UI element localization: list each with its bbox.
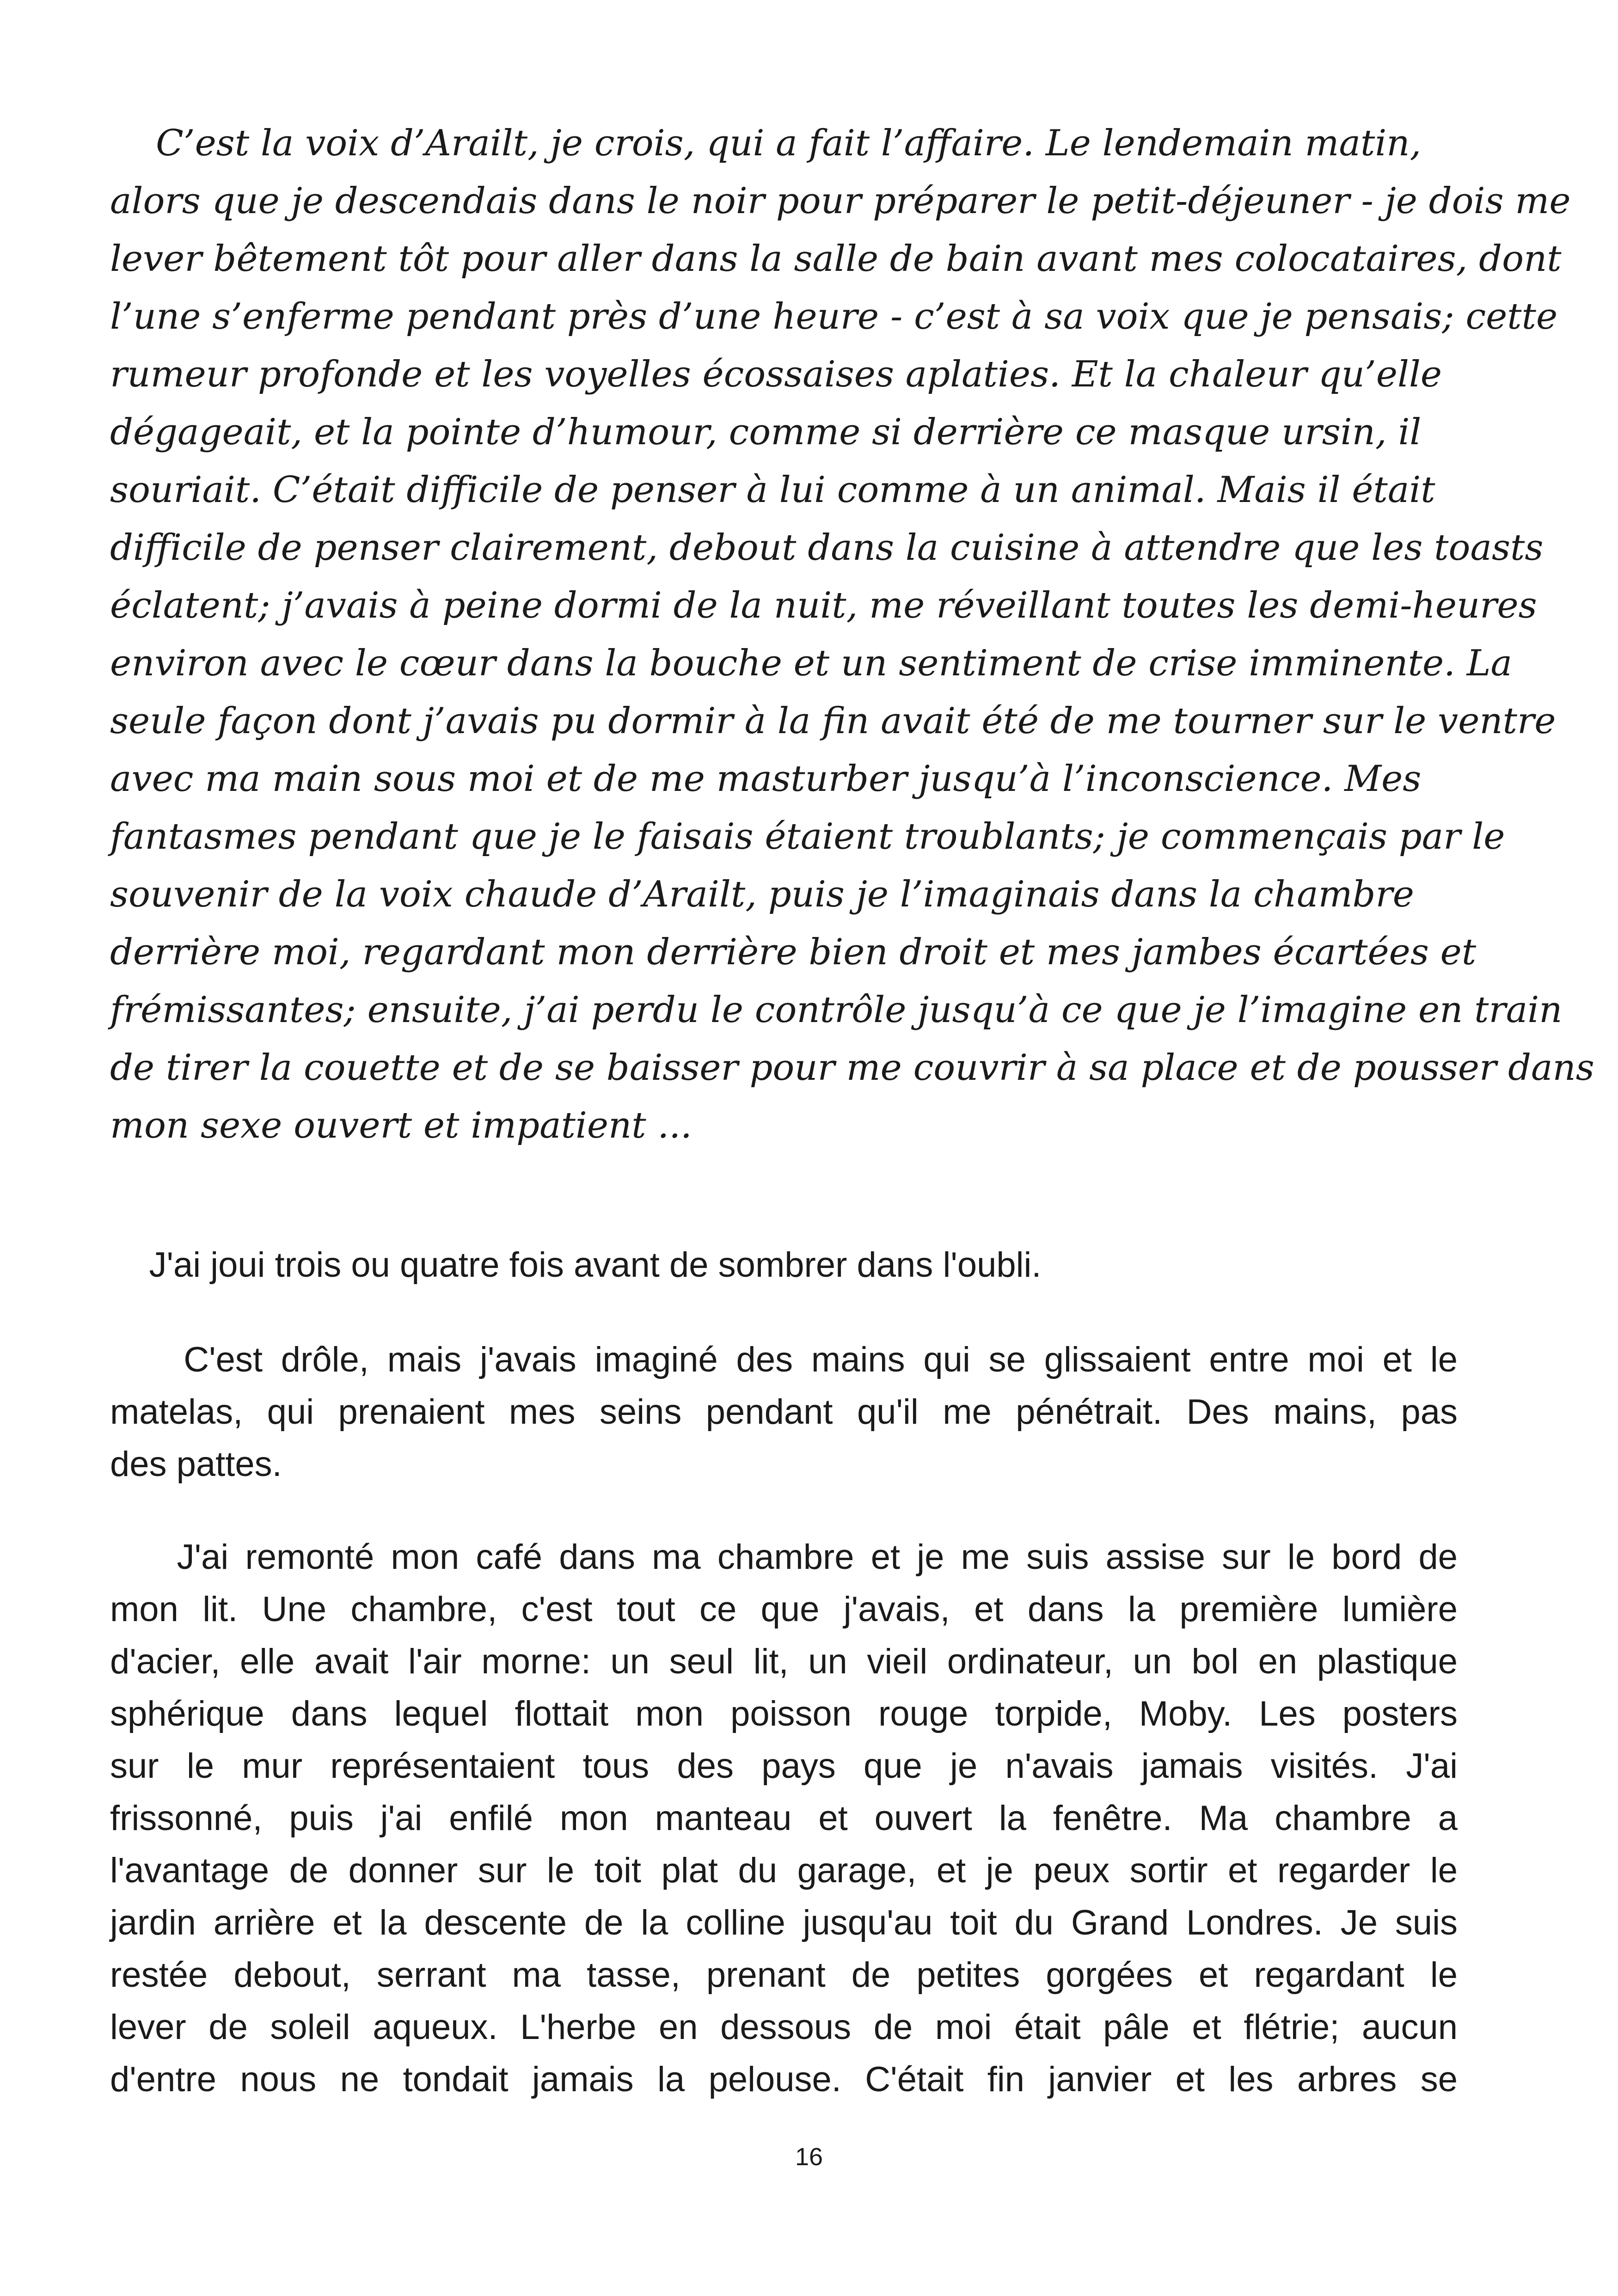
text-line: seule façon dont j’avais pu dormir à la fin avait été de me tourner sur le ventre bbox=[110, 700, 1556, 742]
text-line: l’une s’enferme pendant près d’une heure - c’est à sa voix que je pensais; cette bbox=[110, 296, 1558, 337]
text-line: frémissantes; ensuite, j’ai perdu le contrôle jusqu’à ce que je l’imagine en train bbox=[110, 989, 1563, 1031]
text-line: frissonné, puis j'ai enfilé mon manteau et ouvert la fenêtre. Ma chambre a bbox=[110, 1799, 1458, 1838]
text-line: derrière moi, regardant mon derrière bien droit et mes jambes écartées et bbox=[110, 931, 1477, 973]
text-line: jardin arrière et la descente de la colline jusqu'au toit du Grand Londres. Je suis bbox=[110, 1903, 1458, 1942]
text-line: dégageait, et la pointe d’humour, comme si derrière ce masque ursin, il bbox=[110, 411, 1422, 453]
text-line: J'ai joui trois ou quatre fois avant de sombrer dans l'oubli. bbox=[110, 1245, 1042, 1285]
paragraph bbox=[110, 1334, 1458, 1490]
text-line: d'entre nous ne tondait jamais la pelouse. C'était fin janvier et les arbres se bbox=[110, 2060, 1458, 2099]
text-line: souvenir de la voix chaude d’Arailt, puis je l’imaginais dans la chambre bbox=[110, 874, 1414, 915]
text-line: sur le mur représentaient tous des pays que je n'avais jamais visités. J'ai bbox=[110, 1746, 1458, 1786]
text-line: rumeur profonde et les voyelles écossaises aplaties. Et la chaleur qu’elle bbox=[110, 354, 1442, 395]
text-line: environ avec le cœur dans la bouche et un sentiment de crise imminente. La bbox=[110, 643, 1513, 684]
text-line: d'acier, elle avait l'air morne: un seul lit, un vieil ordinateur, un bol en plastique bbox=[110, 1642, 1458, 1681]
text-line: matelas, qui prenaient mes seins pendant qu'il me pénétrait. Des mains, pas bbox=[110, 1392, 1458, 1432]
text-line: mon lit. Une chambre, c'est tout ce que j'avais, et dans la première lumière bbox=[110, 1590, 1458, 1629]
text-line: souriait. C’était difficile de penser à lui comme à un animal. Mais il était bbox=[110, 469, 1435, 511]
text-line: lever de soleil aqueux. L'herbe en dessous de moi était pâle et flétrie; aucun bbox=[110, 2008, 1458, 2047]
text-line: éclatent; j’avais à peine dormi de la nuit, me réveillant toutes les demi-heures bbox=[110, 585, 1537, 626]
text-line: C'est drôle, mais j'avais imaginé des mains qui se glissaient entre moi et le bbox=[110, 1340, 1458, 1379]
text-line: lever bêtement tôt pour aller dans la salle de bain avant mes colocataires, dont bbox=[110, 238, 1562, 280]
text-line: C’est la voix d’Arailt, je crois, qui a fait l’affaire. Le lendemain matin, bbox=[110, 122, 1422, 164]
page-number: 16 bbox=[795, 2143, 823, 2171]
text-line: des pattes. bbox=[110, 1445, 282, 1484]
text-line: sphérique dans lequel flottait mon poisson rouge torpide, Moby. Les posters bbox=[110, 1694, 1458, 1733]
text-line: alors que je descendais dans le noir pour préparer le petit-déjeuner - je dois me bbox=[110, 180, 1571, 222]
italic-passage bbox=[110, 115, 1594, 1155]
text-line: fantasmes pendant que je le faisais étaient troublants; je commençais par le bbox=[110, 816, 1505, 857]
text-line: mon sexe ouvert et impatient ... bbox=[110, 1105, 692, 1146]
paragraph bbox=[110, 1239, 1458, 1291]
text-line: restée debout, serrant ma tasse, prenant de petites gorgées et regardant le bbox=[110, 1955, 1458, 1995]
text-line: difficile de penser clairement, debout dans la cuisine à attendre que les toasts bbox=[110, 527, 1544, 569]
text-line: de tirer la couette et de se baisser pour me couvrir à sa place et de pousser dans bbox=[110, 1047, 1594, 1089]
text-line: avec ma main sous moi et de me masturber jusqu’à l’inconscience. Mes bbox=[110, 758, 1422, 800]
text-line: J'ai remonté mon café dans ma chambre et je me suis assise sur le bord de bbox=[110, 1537, 1458, 1577]
text-line: l'avantage de donner sur le toit plat du garage, et je peux sortir et regarder le bbox=[110, 1851, 1458, 1890]
paragraph bbox=[110, 1531, 1458, 2106]
